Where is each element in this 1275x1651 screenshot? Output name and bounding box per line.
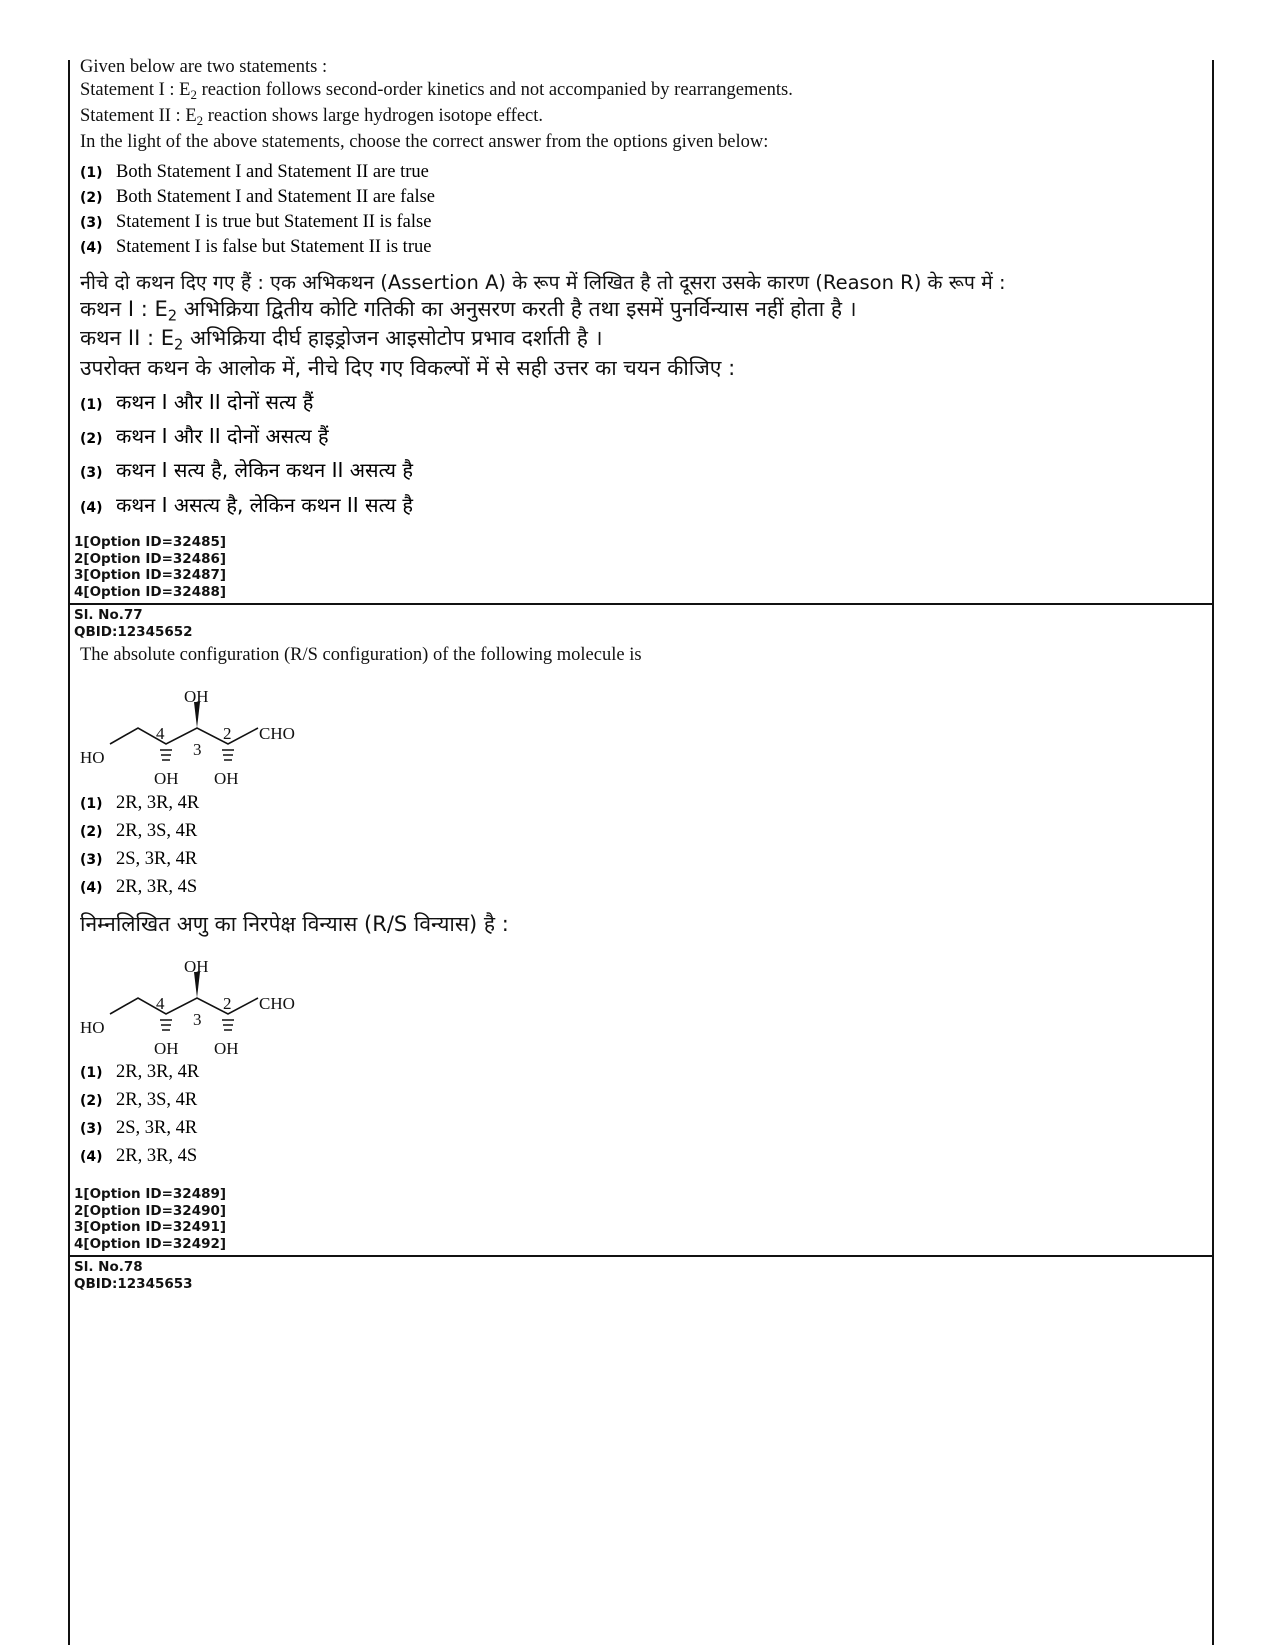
q76-intro: Given below are two statements : [80,57,328,77]
option-id: 2[Option ID=32490] [74,1202,227,1219]
oh-top-label: OH [184,957,209,976]
q77-en-option-3: (3) 2S, 3R, 4R [80,849,198,869]
cho-label: CHO [259,994,295,1013]
q77-hi-option-2: (2) 2R, 3S, 4R [80,1090,198,1110]
q76-hi-statement-2: कथन II : $E_2$ अभिक्रिया दीर्घ हाइड्रोजन आइसोटोप प्रभाव दर्शाती है । [80,326,603,354]
q76-en-option-4: (4) Statement I is false but Statement II is true [80,237,432,257]
q78-header [74,1259,193,1292]
q77-hi-option-4: (4) 2R, 3R, 4S [80,1146,198,1166]
option-id: 4[Option ID=32488] [74,583,227,600]
q76-hi-prompt: उपरोक्त कथन के आलोक में, नीचे दिए गए विकल्पों में से सही उत्तर का चयन कीजिए : [80,356,736,380]
q77-header [74,607,193,640]
divider [68,603,1214,605]
serial-number: Sl. No.78 [74,1259,143,1275]
q76-en-option-2: (2) Both Statement I and Statement II are false [80,187,436,207]
q76-hi-statement-1: कथन I : $E_2$ अभिक्रिया द्वितीय कोटि गतिकी का अनुसरण करती है तथा इसमें पुनर्विन्यास नहीं होता है । [80,297,857,325]
q76-hi-option-3: (3) कथन I सत्य है, लेकिन कथन II असत्य है [80,458,413,482]
qbid: QBID:12345652 [74,623,193,640]
oh-top-label: OH [184,687,209,706]
option-id: 1[Option ID=32489] [74,1186,227,1202]
molecule-structure [80,682,320,792]
carbon-2-label: 2 [223,994,232,1013]
q76-hi-option-2: (2) कथन I और II दोनों असत्य हैं [80,424,329,448]
q77-en-option-2: (2) 2R, 3S, 4R [80,821,198,841]
q77-en-option-4: (4) 2R, 3R, 4S [80,877,198,897]
q76-statement-1: Statement I : $E_2$ reaction follows second-order kinetics and not accompanied by rearrangements. [80,80,793,102]
divider [68,1255,1214,1257]
q77-question: The absolute configuration (R/S configuration) of the following molecule is [80,645,642,665]
option-id: 3[Option ID=32487] [74,567,227,583]
oh-bottom-left-label: OH [154,1039,179,1058]
q76-hi-option-4: (4) कथन I असत्य है, लेकिन कथन II सत्य है [80,493,413,517]
qbid: QBID:12345653 [74,1275,193,1292]
oh-bottom-right-label: OH [214,1039,239,1058]
carbon-4-label: 4 [156,994,165,1013]
serial-number: Sl. No.77 [74,607,143,623]
q76-prompt: In the light of the above statements, choose the correct answer from the options given below: [80,132,769,152]
cho-label: CHO [259,724,295,743]
oh-bottom-left-label: OH [154,769,179,788]
ho-left-label: HO [80,1018,105,1037]
q76-en-option-1: (1) Both Statement I and Statement II are true [80,162,429,182]
q76-hi-intro: नीचे दो कथन दिए गए हैं : एक अभिकथन (Assertion A) के रूप में लिखित है तो दूसरा उसके कारण (Reason R) के रूप में : [80,271,1006,294]
oh-bottom-right-label: OH [214,769,239,788]
molecule-structure-hi [80,952,320,1062]
q77-en-option-1: (1) 2R, 3R, 4R [80,793,200,813]
q76-option-ids [74,534,226,600]
q76-hi-option-1: (1) कथन I और II दोनों सत्य हैं [80,390,314,414]
ho-left-label: HO [80,748,105,767]
carbon-3-label: 3 [193,1010,202,1029]
q76-en-option-3: (3) Statement I is true but Statement II is false [80,212,432,232]
q77-hi-option-1: (1) 2R, 3R, 4R [80,1062,200,1082]
option-id: 1[Option ID=32485] [74,534,227,550]
q77-hi-question: निम्नलिखित अणु का निरपेक्ष विन्यास (R/S विन्यास) है : [80,912,509,936]
option-id: 4[Option ID=32492] [74,1235,227,1252]
q76-statement-2: Statement II : $E_2$ reaction shows large hydrogen isotope effect. [80,106,544,128]
q77-hi-option-3: (3) 2S, 3R, 4R [80,1118,198,1138]
carbon-3-label: 3 [193,740,202,759]
q77-option-ids [74,1186,226,1252]
option-id: 3[Option ID=32491] [74,1219,227,1235]
option-id: 2[Option ID=32486] [74,550,227,567]
carbon-4-label: 4 [156,724,165,743]
carbon-2-label: 2 [223,724,232,743]
